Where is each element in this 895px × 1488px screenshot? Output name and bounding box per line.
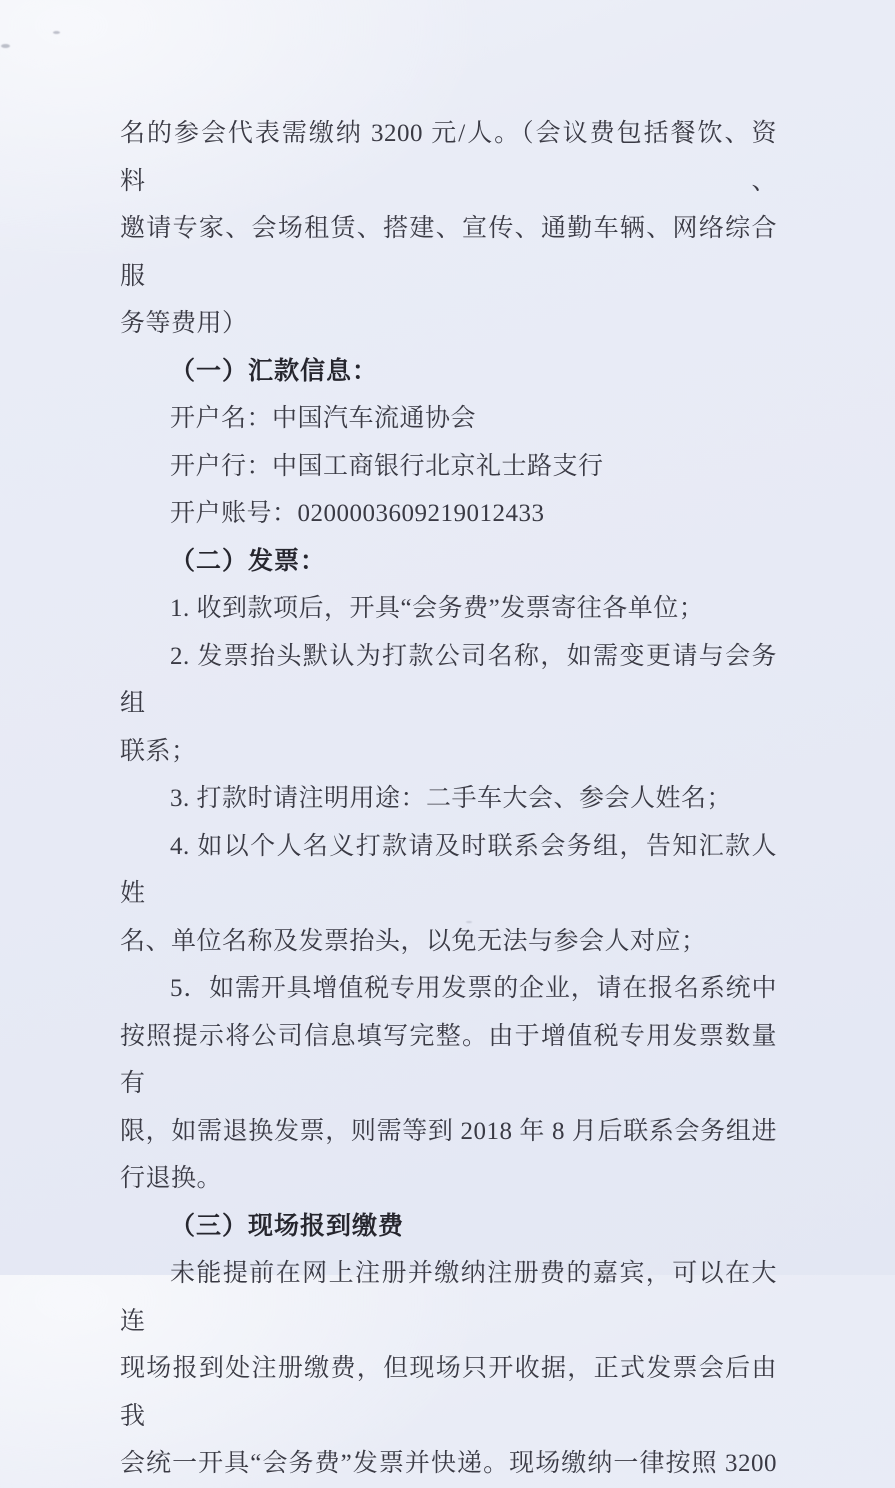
line-account-number: 开户账号：0200003609219012433 — [170, 500, 545, 527]
invoice-item-1: 1. 收到款项后，开具“会务费”发票寄往各单位； — [170, 595, 705, 622]
invoice-item-3: 3. 打款时请注明用途：二手车大会、参会人姓名； — [170, 785, 733, 812]
onsite-paragraph-line-3: 会统一开具“会务费”发票并快递。现场缴纳一律按照 3200 — [120, 1450, 777, 1477]
invoice-item-4-line-2: 名、单位名称及发票抬头，以免无法与参会人对应； — [120, 927, 707, 955]
onsite-paragraph-line-1: 未能提前在网上注册并缴纳注册费的嘉宾，可以在大连 — [120, 1260, 777, 1335]
heading-invoice: （二）发票： — [170, 546, 327, 575]
invoice-item-2-line-1: 2. 发票抬头默认为打款公司名称，如需变更请与会务组 — [120, 642, 777, 717]
line-bank-name: 开户行：中国工商银行北京礼士路支行 — [170, 452, 604, 480]
fee-paragraph-line-2: 邀请专家、会场租赁、搭建、宣传、通勤车辆、网络综合服 — [120, 215, 777, 290]
invoice-item-5-line-1: 5．如需开具增值税专用发票的企业，请在报名系统中 — [170, 975, 777, 1002]
invoice-item-4-line-1: 4. 如以个人名义打款请及时联系会务组，告知汇款人姓 — [120, 832, 777, 907]
heading-remittance-info: （一）汇款信息： — [170, 356, 379, 385]
invoice-item-5-line-2: 按照提示将公司信息填写完整。由于增值税专用发票数量有 — [120, 1022, 777, 1097]
fee-paragraph-line-1: 名的参会代表需缴纳 3200 元/人。（会议费包括餐饮、资料、 — [120, 120, 777, 195]
scan-artifact-speck — [53, 31, 60, 34]
invoice-item-2-line-2: 联系； — [120, 737, 197, 765]
fee-paragraph-line-3: 务等费用） — [120, 310, 248, 337]
document-page — [120, 110, 777, 1488]
line-account-name: 开户名：中国汽车流通协会 — [170, 405, 477, 432]
heading-onsite-payment: （三）现场报到缴费 — [170, 1211, 405, 1240]
invoice-item-5-line-3: 限，如需退换发票，则需等到 2018 年 8 月后联系会务组进 — [120, 1117, 777, 1145]
onsite-paragraph-line-2: 现场报到处注册缴费，但现场只开收据，正式发票会后由我 — [120, 1355, 777, 1430]
invoice-item-5-line-4: 行退换。 — [120, 1165, 223, 1192]
scan-artifact-speck — [1, 44, 10, 48]
